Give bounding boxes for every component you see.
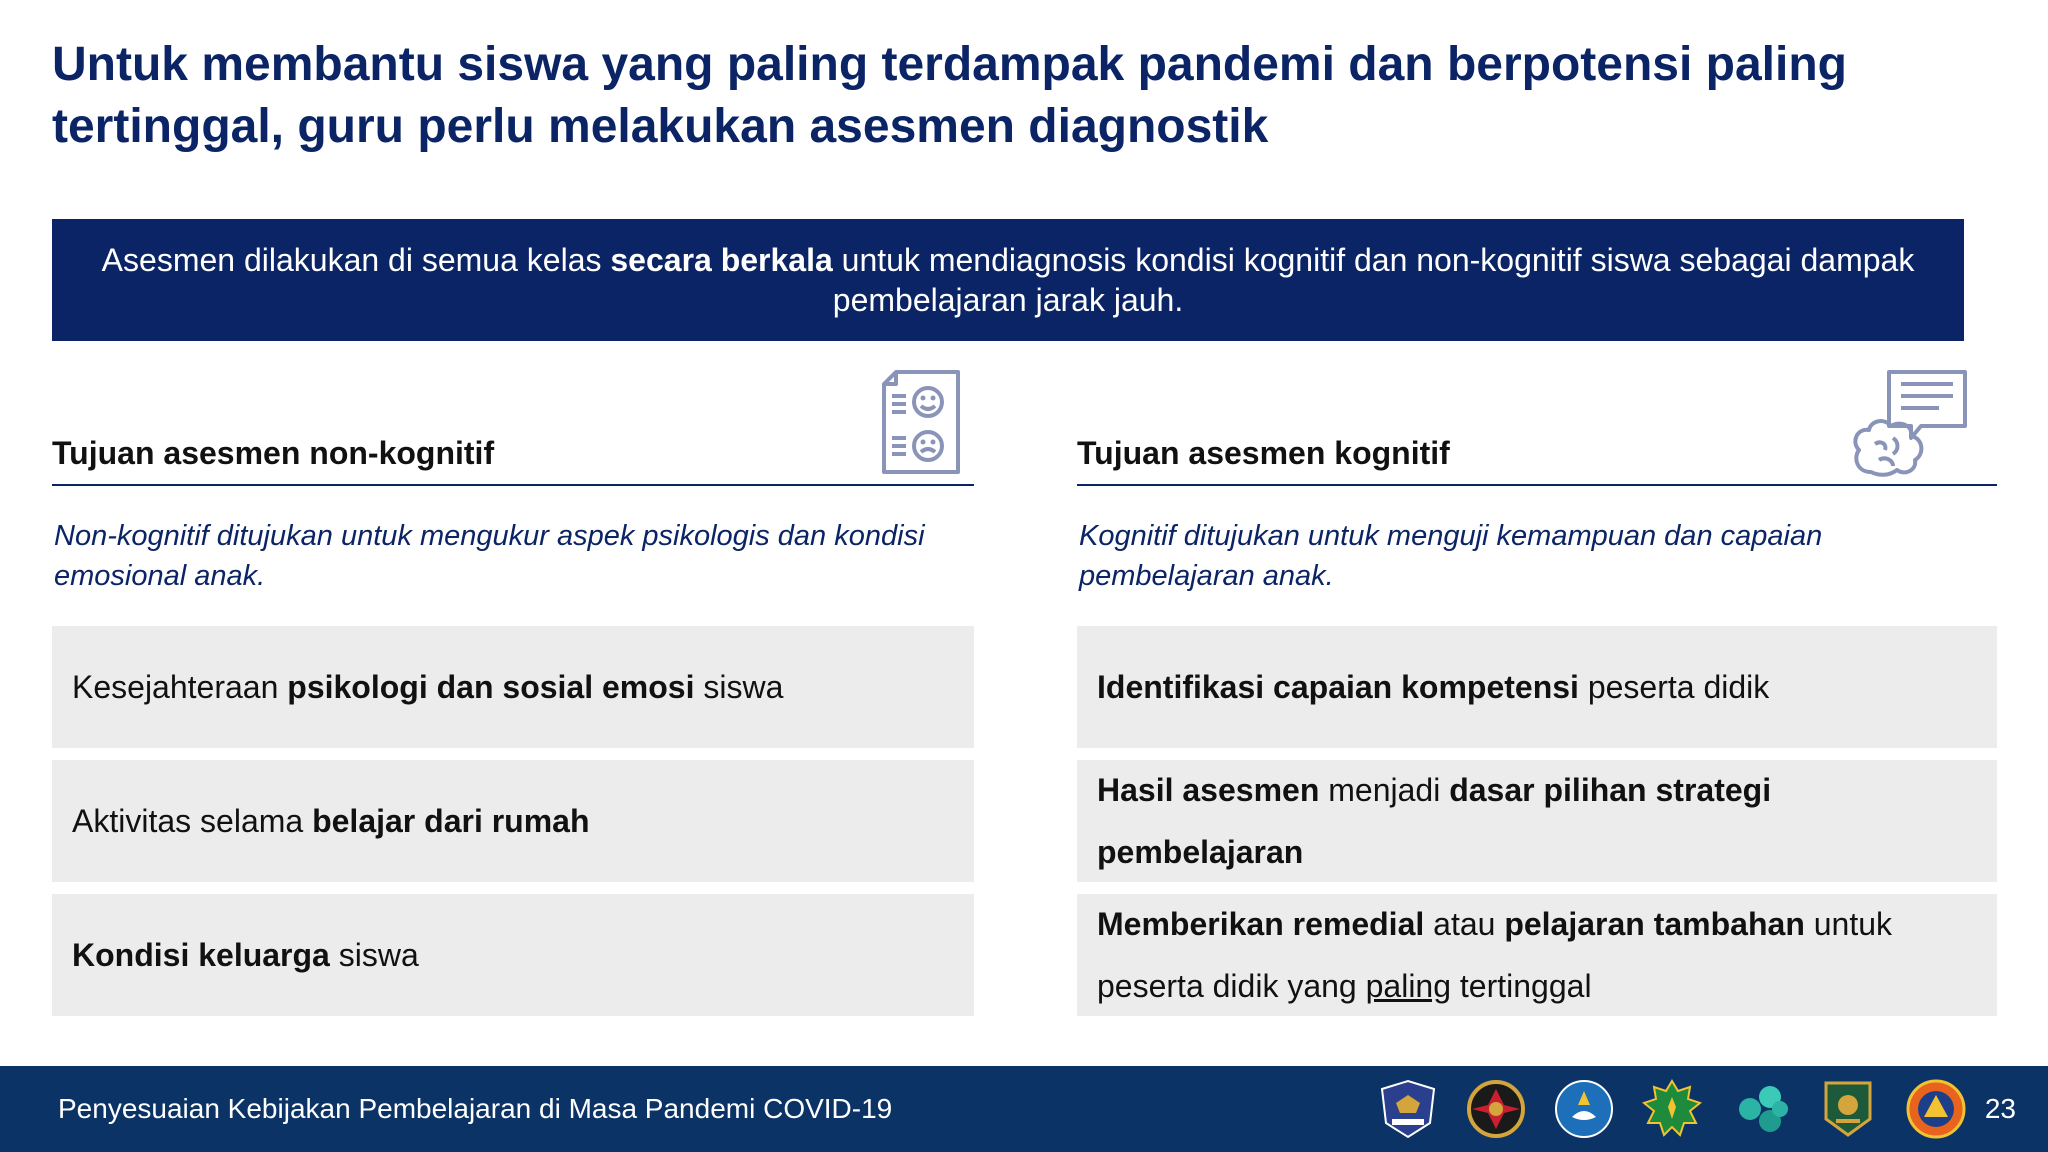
non-cognitive-item-1 [52, 626, 974, 748]
kemendikbud-logo [1554, 1079, 1614, 1139]
item-text: Aktivitas selama belajar dari rumah [72, 803, 590, 839]
cognitive-column [1077, 350, 1997, 1004]
item-text: Identifikasi capaian kompetensi peserta didik [1097, 669, 1770, 705]
non-cognitive-item-2 [52, 760, 974, 882]
page-title: Untuk membantu siswa yang paling terdampak pandemi dan berpotensi paling tertinggal, guru perlu melakukan asesmen diagnostik [52, 38, 1847, 153]
kemenkes-logo [1730, 1079, 1790, 1139]
cognitive-header [1077, 350, 1997, 486]
non-cognitive-heading: Tujuan asesmen non-kognitif [52, 435, 495, 471]
bnpb-logo [1906, 1079, 1966, 1139]
page-number: 23 [1984, 1093, 2016, 1124]
item-text: Memberikan remedial atau pelajaran tambahan untuk peserta didik yang paling tertinggal [1097, 906, 1893, 1004]
assessment-sheet-icon [878, 368, 964, 478]
cognitive-heading: Tujuan asesmen kognitif [1077, 435, 1450, 471]
kemenag-logo [1642, 1079, 1702, 1139]
brain-screen-icon [1849, 368, 1969, 478]
item-text: Kondisi keluarga siswa [72, 937, 419, 973]
footer-text: Penyesuaian Kebijakan Pembelajaran di Masa Pandemi COVID-19 [58, 1093, 893, 1124]
non-cognitive-item-3 [52, 894, 974, 1016]
kemendagri-logo [1466, 1079, 1526, 1139]
cognitive-item-1 [1077, 626, 1997, 748]
summary-banner [52, 219, 1964, 341]
non-cognitive-description: Non-kognitif ditujukan untuk mengukur aspek psikologis dan kondisi emosional anak. [54, 520, 925, 592]
cognitive-item-2 [1077, 760, 1997, 882]
cognitive-item-3 [1077, 894, 1997, 1016]
government-shield-logo [1818, 1079, 1878, 1139]
satgas-covid-logo [1378, 1079, 1438, 1139]
item-text: Hasil asesmen menjadi dasar pilihan strategi pembelajaran [1097, 772, 1772, 870]
cognitive-description: Kognitif ditujukan untuk menguji kemampuan dan capaian pembelajaran anak. [1079, 520, 1823, 592]
footer-bar [0, 1066, 2048, 1152]
non-cognitive-column [52, 350, 974, 973]
item-text: Kesejahteraan psikologi dan sosial emosi siswa [72, 669, 784, 705]
non-cognitive-header [52, 350, 974, 486]
banner-text: Asesmen dilakukan di semua kelas secara berkala untuk mendiagnosis kondisi kognitif dan non-kognitif siswa sebagai dampak pembelajaran jarak jauh. [101, 242, 1915, 318]
